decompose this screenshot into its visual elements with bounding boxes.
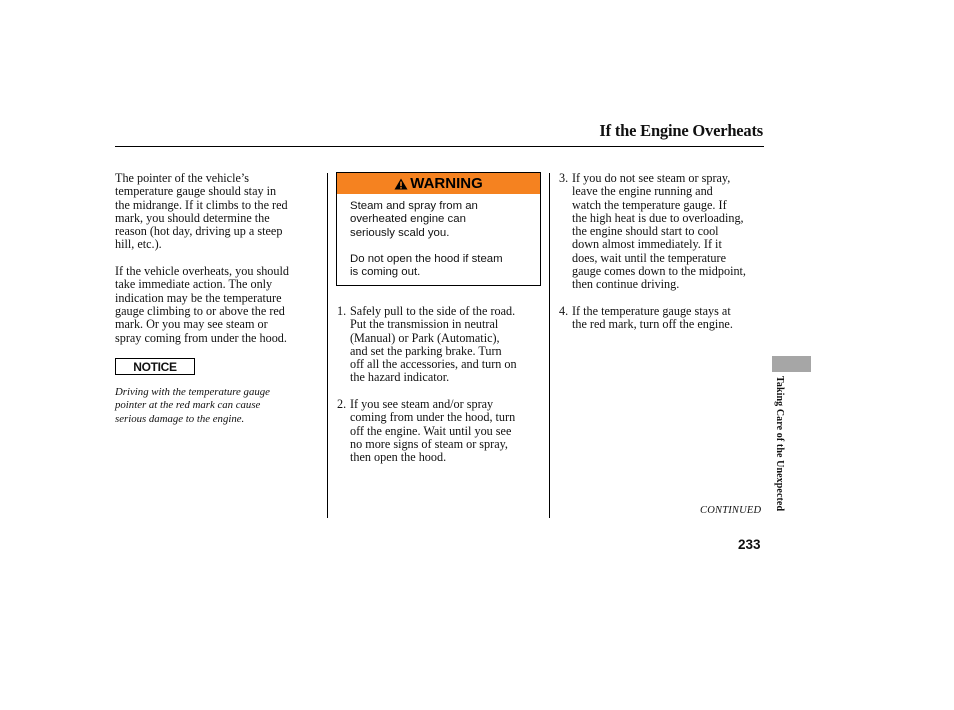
text-line: watch the temperature gauge. If bbox=[572, 197, 727, 212]
warning-triangle-icon bbox=[394, 178, 408, 190]
text-line: serious damage to the engine. bbox=[115, 412, 245, 425]
steps-column-1 bbox=[337, 305, 542, 465]
intro-paragraph-2 bbox=[115, 265, 320, 345]
step-number: 4. bbox=[559, 303, 569, 318]
step-number: 2. bbox=[337, 397, 347, 412]
intro-column bbox=[115, 172, 320, 345]
text-line: off all the accessories, and turn on bbox=[350, 357, 517, 372]
text-line: gauge comes down to the midpoint, bbox=[572, 264, 746, 279]
text-line: If you do not see steam or spray, bbox=[572, 171, 731, 185]
notice-label-box bbox=[115, 358, 195, 375]
text-line: If the temperature gauge stays at bbox=[572, 303, 731, 318]
step-item bbox=[559, 172, 769, 292]
text-line: mark. Or you may see steam or bbox=[115, 317, 268, 332]
section-tab bbox=[772, 356, 811, 372]
text-line: mark, you should determine the bbox=[115, 210, 270, 225]
warning-box bbox=[336, 172, 541, 286]
text-line: and set the parking brake. Turn bbox=[350, 343, 502, 358]
text-line: (Manual) or Park (Automatic), bbox=[350, 330, 500, 345]
step-item bbox=[337, 398, 542, 464]
steps-column-2 bbox=[559, 172, 769, 332]
section-label: Taking Care of the Unexpected bbox=[774, 376, 785, 512]
warning-header bbox=[337, 173, 540, 194]
text-line: down almost immediately. If it bbox=[572, 237, 722, 252]
text-line: hill, etc.). bbox=[115, 237, 162, 252]
text-line: the engine should start to cool bbox=[572, 224, 719, 239]
text-line: Put the transmission in neutral bbox=[350, 317, 499, 332]
text-line: The pointer of the vehicle’s bbox=[115, 171, 250, 185]
warning-label: WARNING bbox=[410, 175, 483, 192]
intro-paragraph-1 bbox=[115, 172, 320, 252]
text-line: then continue driving. bbox=[572, 277, 680, 292]
text-line: If the vehicle overheats, you should bbox=[115, 264, 289, 279]
step-item bbox=[337, 305, 542, 385]
page-number: 233 bbox=[738, 537, 761, 552]
text-line: off the engine. Wait until you see bbox=[350, 423, 512, 438]
text-line: is coming out. bbox=[350, 266, 421, 279]
text-line: seriously scald you. bbox=[350, 226, 450, 239]
text-line: pointer at the red mark can cause bbox=[115, 399, 261, 412]
text-line: the red mark, turn off the engine. bbox=[572, 317, 733, 332]
text-line: Driving with the temperature gauge bbox=[115, 386, 270, 398]
text-line: indication may be the temperature bbox=[115, 290, 282, 305]
text-line: the midrange. If it climbs to the red bbox=[115, 197, 288, 212]
notice-label: NOTICE bbox=[133, 359, 177, 374]
text-line: the hazard indicator. bbox=[350, 370, 450, 385]
page-title: If the Engine Overheats bbox=[599, 121, 763, 140]
step-number: 1. bbox=[337, 304, 347, 318]
text-line: does, wait until the temperature bbox=[572, 250, 726, 265]
text-line: Steam and spray from an bbox=[350, 200, 478, 212]
text-line: Do not open the hood if steam bbox=[350, 253, 503, 266]
text-line: leave the engine running and bbox=[572, 184, 713, 199]
text-line: no more signs of steam or spray, bbox=[350, 436, 508, 451]
warning-paragraph-2 bbox=[350, 253, 540, 280]
text-line: spray coming from under the hood. bbox=[115, 330, 287, 345]
step-item bbox=[559, 305, 769, 332]
text-line: reason (hot day, driving up a steep bbox=[115, 224, 283, 239]
column-divider-1 bbox=[327, 173, 328, 518]
text-line: Safely pull to the side of the road. bbox=[350, 304, 516, 318]
text-line: If you see steam and/or spray bbox=[350, 397, 494, 412]
text-line: the high heat is due to overloading, bbox=[572, 210, 744, 225]
text-line: gauge climbing to or above the red bbox=[115, 303, 285, 318]
warning-paragraph-1 bbox=[350, 200, 540, 240]
continued-label: CONTINUED bbox=[700, 505, 762, 516]
text-line: overheated engine can bbox=[350, 213, 466, 226]
text-line: then open the hood. bbox=[350, 450, 447, 465]
notice-text bbox=[115, 386, 270, 426]
text-line: coming from under the hood, turn bbox=[350, 410, 516, 425]
warning-body bbox=[337, 194, 540, 280]
text-line: temperature gauge should stay in bbox=[115, 184, 277, 199]
text-line: take immediate action. The only bbox=[115, 277, 273, 292]
step-number: 3. bbox=[559, 171, 569, 185]
column-divider-2 bbox=[549, 173, 550, 518]
header-rule bbox=[115, 146, 764, 147]
